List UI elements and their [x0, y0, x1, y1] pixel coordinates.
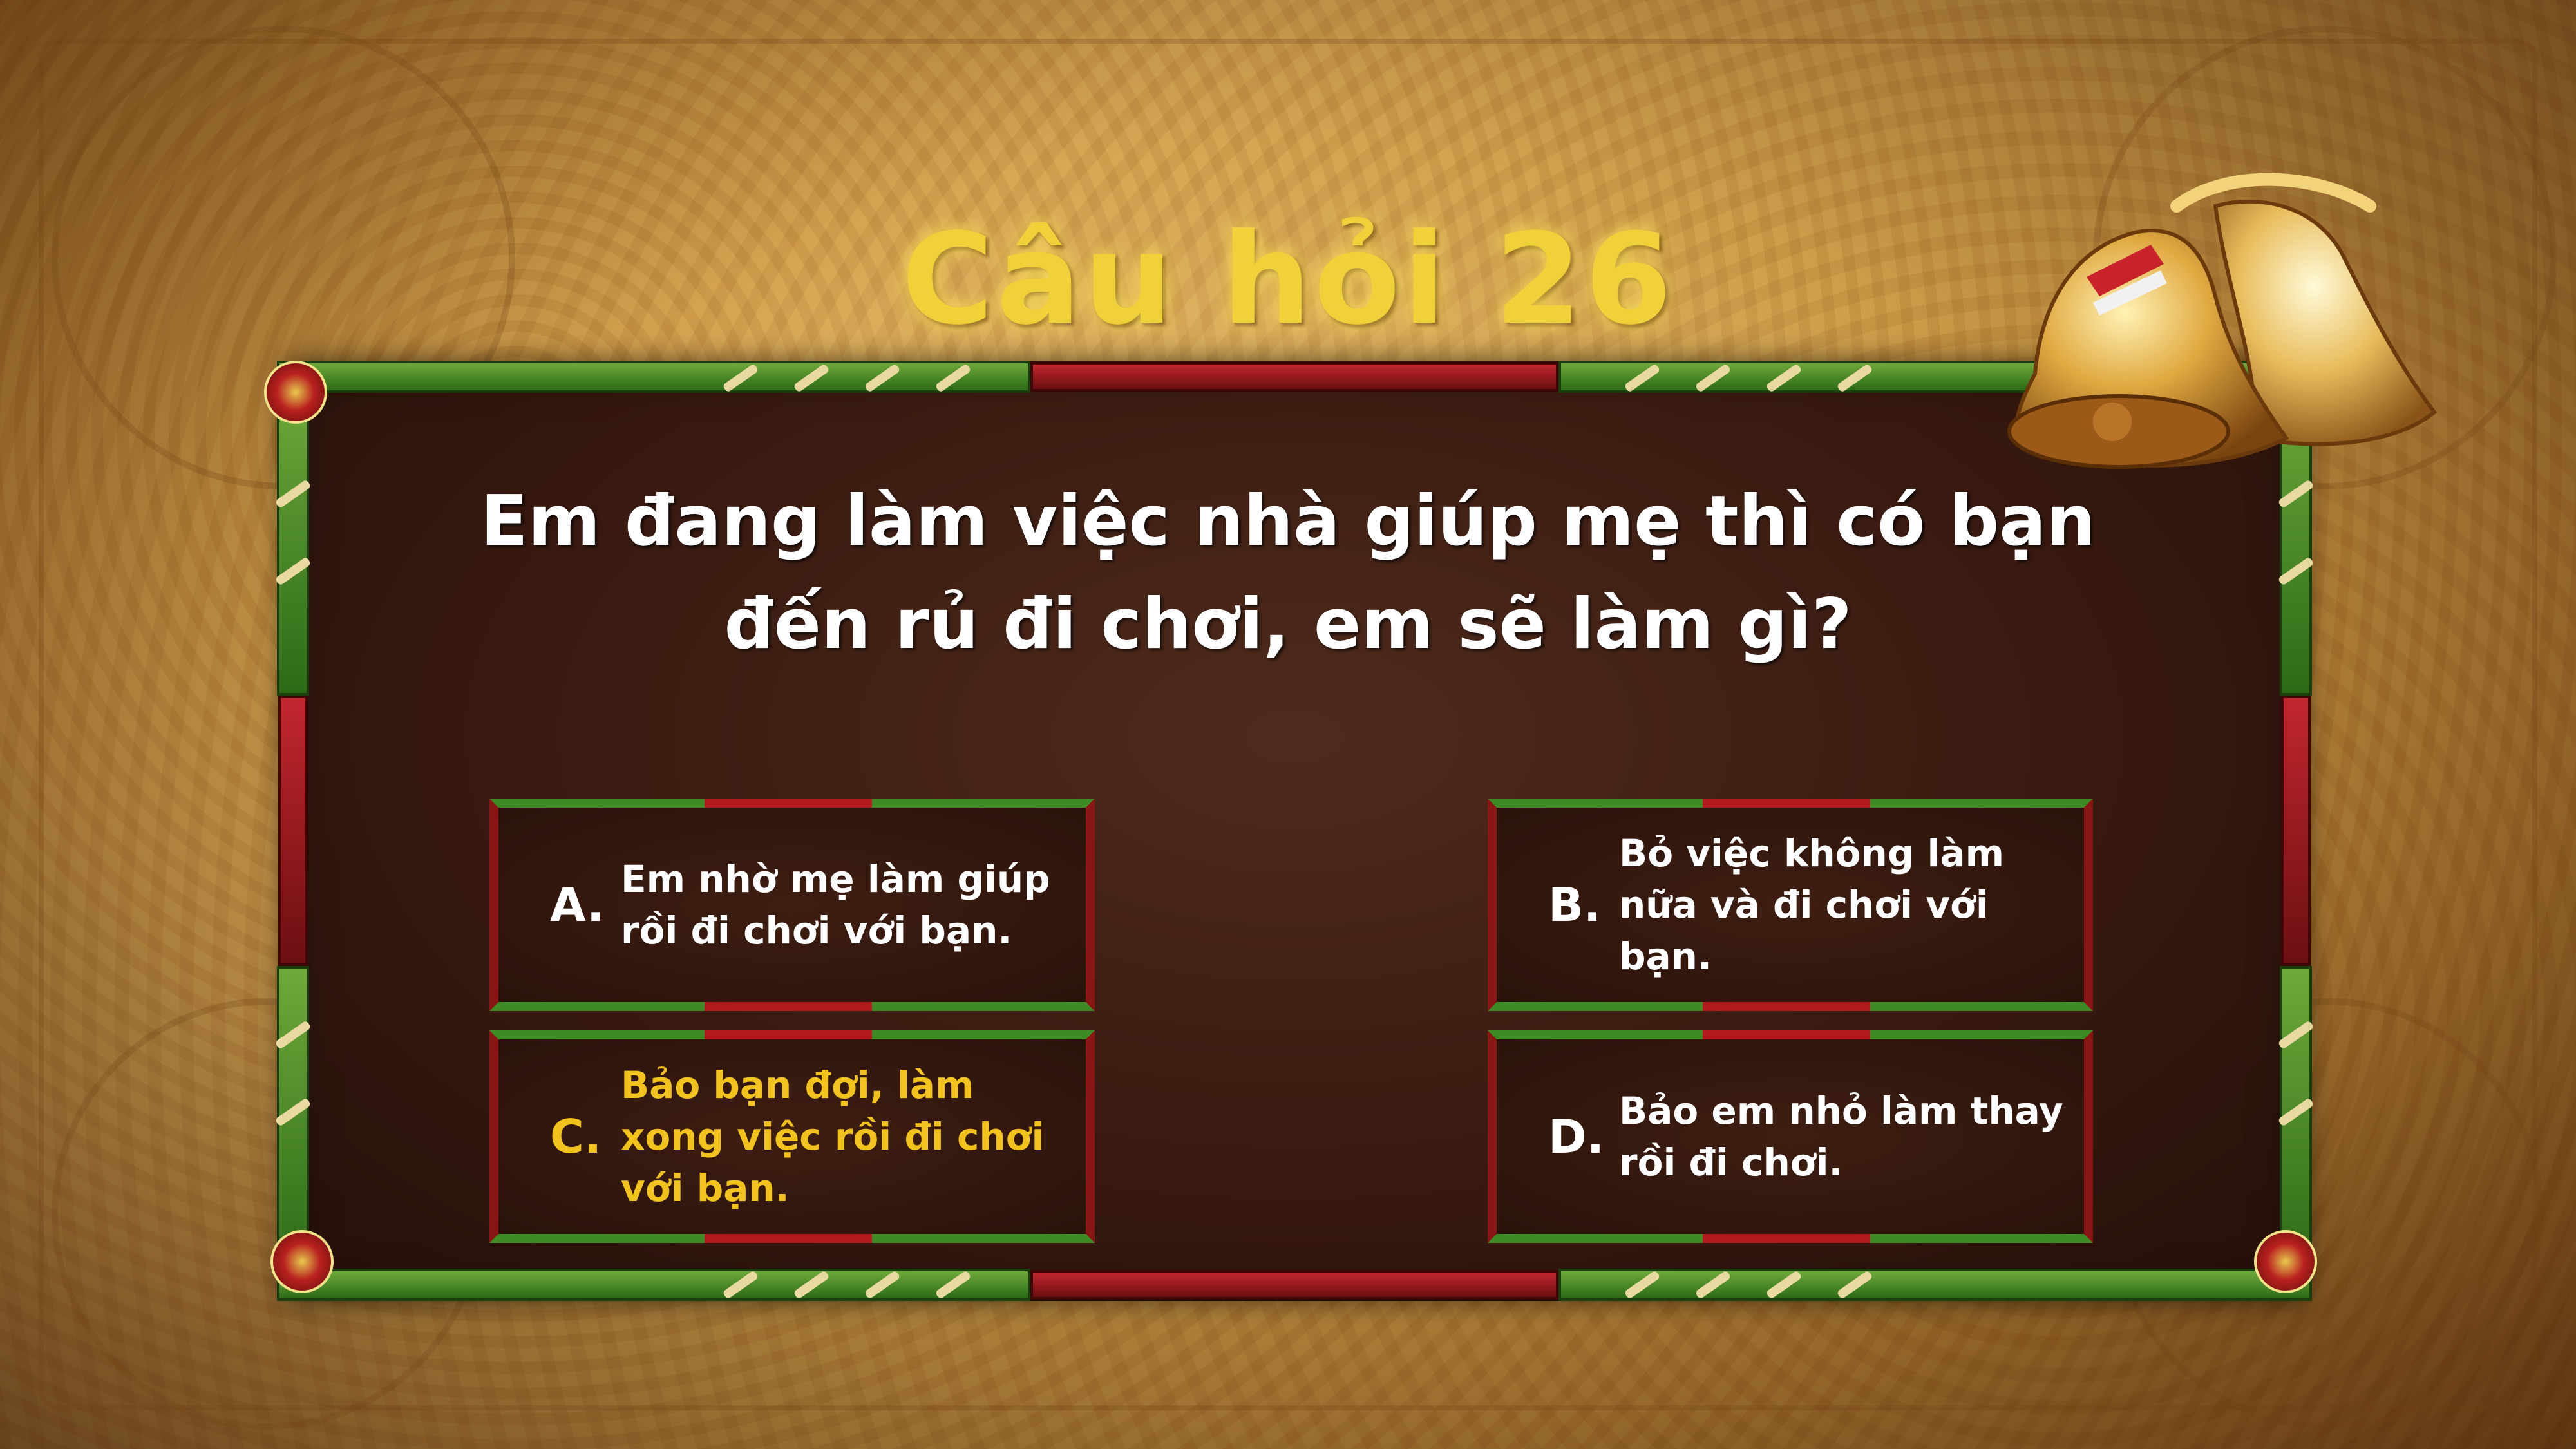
- frame-corner-knot: [2254, 1230, 2317, 1293]
- answer-letter: A.: [550, 878, 605, 932]
- answer-letter: C.: [550, 1110, 602, 1164]
- answer-text: Em nhờ mẹ làm giúp rồi đi chơi với bạn.: [621, 857, 1050, 952]
- question-text: Em đang làm việc nhà giúp mẹ thì có bạn đến rủ đi chơi, em sẽ làm gì?: [480, 481, 2096, 665]
- frame-corner-knot: [270, 1230, 334, 1293]
- question-number-title: Câu hỏi 26: [901, 206, 1675, 352]
- answer-frame-accent: [705, 1030, 872, 1039]
- board-frame-top-left: [277, 361, 1030, 393]
- answer-frame-accent: [705, 799, 872, 808]
- board-frame-bottom-center: [1030, 1270, 1558, 1300]
- answer-frame-accent: [1703, 1002, 1870, 1011]
- bells-icon: [1984, 167, 2447, 502]
- board-frame-bottom-right: [1558, 1269, 2312, 1301]
- answer-option-c[interactable]: [489, 1030, 1095, 1243]
- board-frame-bottom-left: [277, 1269, 1030, 1301]
- answer-text: Bỏ việc không làm nữa và đi chơi với bạn.: [1619, 831, 2005, 978]
- answer-option-b[interactable]: [1488, 799, 2093, 1011]
- board-frame-right-center: [2281, 696, 2311, 966]
- answer-frame-accent: [1703, 1030, 1870, 1039]
- board-frame-left-top: [277, 386, 309, 696]
- answer-letter: B.: [1548, 878, 1602, 932]
- answer-frame-accent: [1703, 799, 1870, 808]
- answer-option-d[interactable]: [1488, 1030, 2093, 1243]
- board-frame-left-center: [278, 696, 308, 966]
- board-frame-top-center: [1030, 362, 1558, 392]
- answer-letter: D.: [1548, 1110, 1605, 1164]
- answer-text: Bảo bạn đợi, làm xong việc rồi đi chơi với bạn.: [621, 1063, 1045, 1210]
- answer-option-a[interactable]: [489, 799, 1095, 1011]
- answer-frame-accent: [705, 1234, 872, 1243]
- answer-text: Bảo em nhỏ làm thay rồi đi chơi.: [1619, 1089, 2063, 1184]
- frame-corner-knot: [264, 361, 327, 424]
- answer-frame-accent: [1703, 1234, 1870, 1243]
- answer-frame-accent: [705, 1002, 872, 1011]
